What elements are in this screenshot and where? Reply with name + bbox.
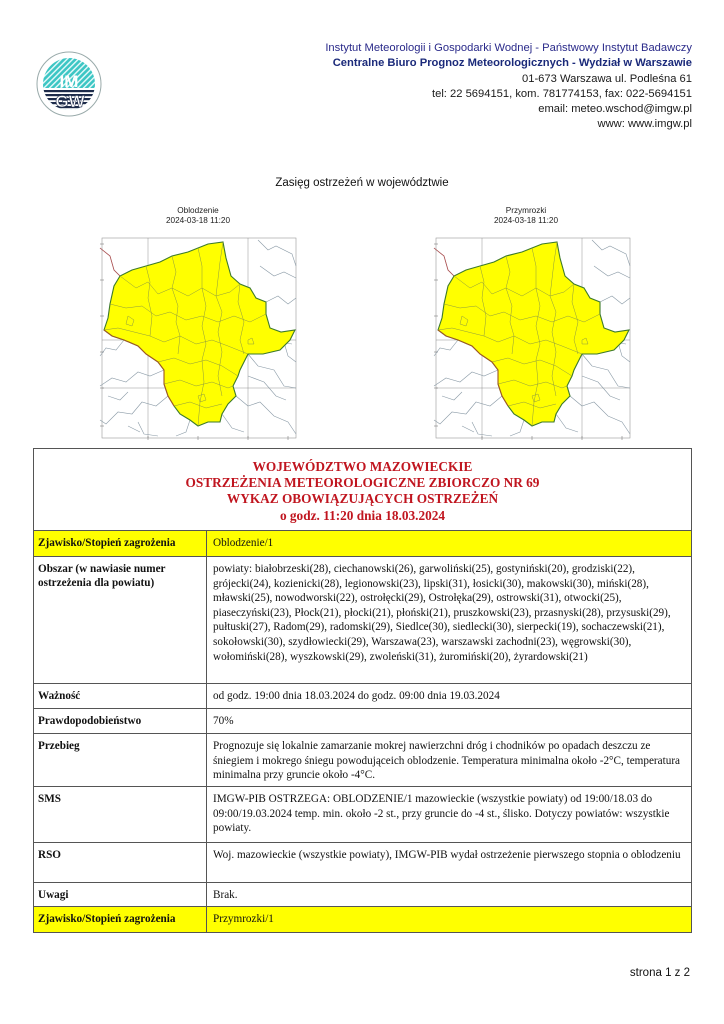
row-value: Brak. (213, 889, 238, 901)
map-przymrozki (432, 236, 632, 442)
page-number: strona 1 z 2 (629, 967, 690, 979)
table-row-remarks (34, 883, 691, 907)
row-label: RSO (34, 843, 207, 882)
title-line-region: WOJEWÓDZTWO MAZOWIECKIE (252, 459, 473, 474)
office-name: Centralne Biuro Prognoz Meteorologicznych - Wydział w Warszawie (332, 57, 692, 70)
table-row-rso (34, 843, 691, 883)
table-title (34, 449, 691, 531)
logo-text-im: IM (59, 72, 79, 91)
row-label: Zjawisko/Stopień zagrożenia (34, 531, 207, 556)
row-label: Prawdopodobieństwo (34, 709, 207, 733)
table-row-probability (34, 709, 691, 734)
row-value: Woj. mazowieckie (wszystkie powiaty), IMGW-PIB wydał ostrzeżenie pierwszego stopnia o oblodzeniu (213, 849, 681, 861)
row-value: powiaty: białobrzeski(28), ciechanowski(26), garwoliński(25), gostyniński(20), grodziski(22), grójecki(24), kozienicki(28), legionowski(23), lipski(31), łosicki(30), makowski(30), miński(28), mławski(25), nowodworski(22), ostrołęcki(29), Ostrołęka(29), ostrowski(31), otwocki(25), piaseczyński(23), Płock(21), płocki(21), płoński(21), pruszkowski(23), przasnyski(28), przysuski(29), pułtuski(27), Radom(29), radomski(29), Siedlce(30), siedlecki(30), sierpecki(19), sochaczewski(21), sokołowski(30), szydłowiecki(29), Warszawa(23), warszawski zachodni(23), węgrowski(30), wołomiński(28), wyszkowski(29), zwoleński(31), żuromiński(20), żyrardowski(21) (213, 563, 671, 663)
map-name: Oblodzenie (177, 206, 219, 215)
website[interactable]: www: www.imgw.pl (597, 118, 692, 131)
logo-text-gw: GW (55, 92, 85, 111)
row-label: Przebieg (34, 734, 207, 786)
row-value: od godz. 19:00 dnia 18.03.2024 do godz. 09:00 dnia 19.03.2024 (213, 690, 500, 702)
row-value: Przymrozki/1 (213, 913, 274, 925)
warnings-table (33, 448, 692, 933)
institute-header (325, 41, 692, 133)
map-caption-przymrozki (446, 206, 606, 226)
table-row-phenomenon-2 (34, 907, 691, 933)
map-name: Przymrozki (505, 206, 547, 215)
row-label: Zjawisko/Stopień zagrożenia (34, 907, 207, 932)
row-value: Oblodzenie/1 (213, 537, 274, 549)
row-label: SMS (34, 787, 207, 842)
institute-name: Instytut Meteorologii i Gospodarki Wodnej - Państwowy Instytut Badawczy (325, 42, 692, 54)
table-row-validity (34, 684, 691, 709)
email[interactable]: email: meteo.wschod@imgw.pl (538, 103, 692, 116)
title-line-list: WYKAZ OBOWIĄZUJĄCYCH OSTRZEŻEŃ (226, 491, 499, 507)
row-value: 70% (213, 715, 234, 727)
map-datetime: 2024-03-18 11:20 (165, 216, 231, 225)
row-value: IMGW-PIB OSTRZEGA: OBLODZENIE/1 mazowieckie (wszystkie powiaty) od 19:00/18.03 do 09:00/19.03.2024 temp. min. około -2 st., przy gruncie do -4 st., ślisko. Dotyczy powiatów: wszystkie powiaty. (213, 793, 670, 835)
imgw-logo (36, 44, 102, 124)
table-row-course (34, 734, 691, 787)
table-row-area (34, 557, 691, 684)
title-line-warnings: OSTRZEŻENIA METEOROLOGICZNE ZBIORCZO NR 69 (185, 475, 540, 491)
maps-title: Zasięg ostrzeżeń w województwie (275, 177, 449, 189)
phone: tel: 22 5694151, kom. 781774153, fax: 022-5694151 (431, 87, 692, 100)
row-label: Uwagi (34, 883, 207, 906)
map-datetime: 2024-03-18 11:20 (493, 216, 559, 225)
title-line-time: o godz. 11:20 dnia 18.03.2024 (279, 507, 446, 523)
table-row-phenomenon (34, 531, 691, 557)
table-row-sms (34, 787, 691, 843)
row-value: Prognozuje się lokalnie zamarzanie mokrej nawierzchni dróg i chodników po opadach deszczu ze śniegiem i mokrego śniegu powodująceich oblodzenie. Temperatura minimalna około -2°C, temperatura minimalna przy gruncie około -4°C. (213, 740, 681, 782)
map-caption-oblodzenie (118, 206, 278, 226)
address: 01-673 Warszawa ul. Podleśna 61 (522, 72, 692, 85)
map-oblodzenie (98, 236, 298, 442)
row-label: Obszar (w nawiasie numer ostrzeżenia dla powiatu) (34, 557, 207, 683)
row-label: Ważność (34, 684, 207, 708)
